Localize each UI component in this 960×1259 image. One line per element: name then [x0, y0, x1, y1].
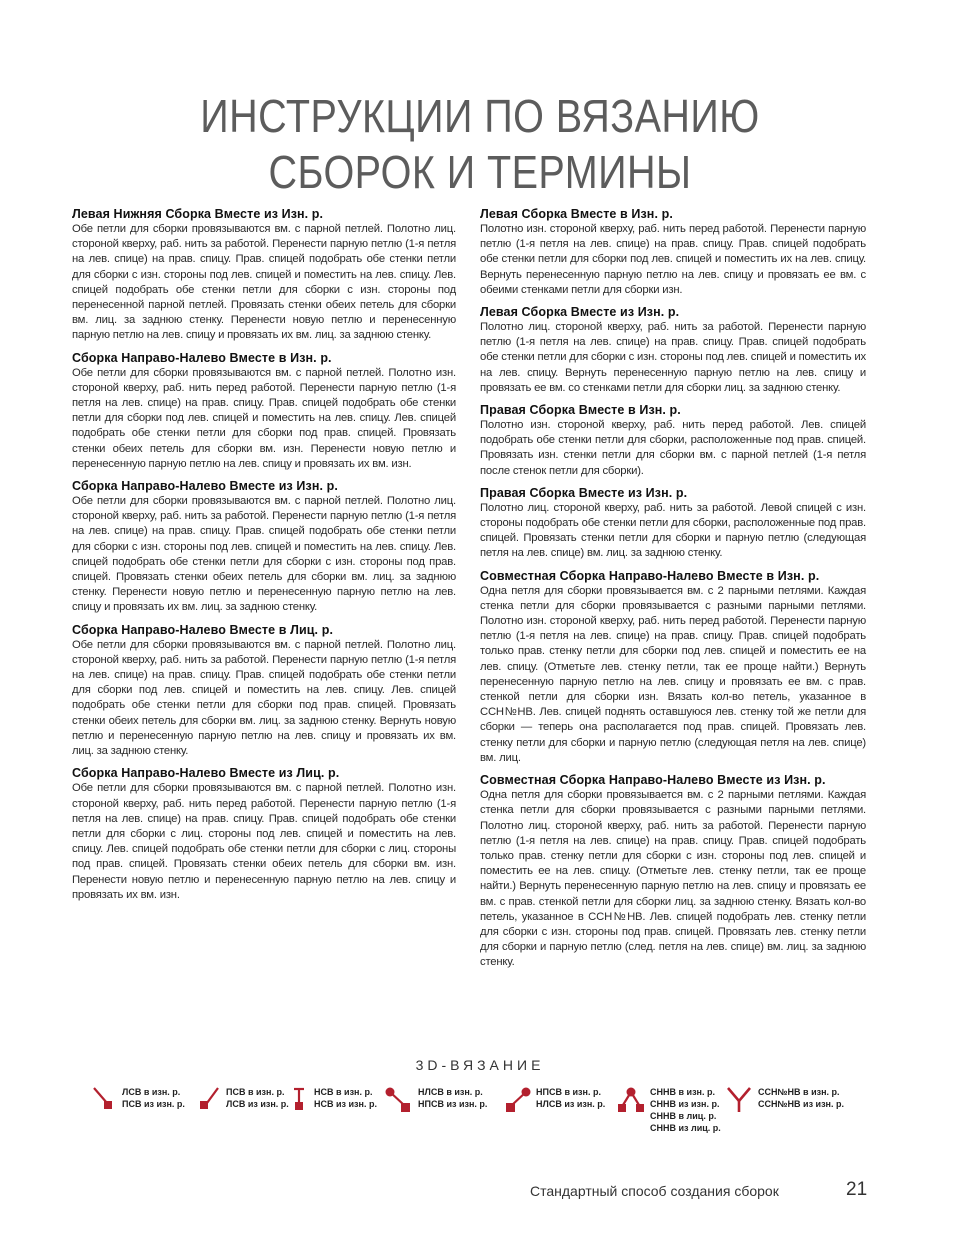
nlsv-symbol-icon — [384, 1086, 414, 1114]
legend-label: ПСВ из изн. р. — [122, 1099, 185, 1109]
legend-item — [724, 1086, 844, 1114]
section-heading: Правая Сборка Вместе из Изн. р. — [480, 485, 688, 500]
legend-item — [92, 1086, 185, 1112]
section-3d-heading: 3D-ВЯЗАНИЕ — [415, 1057, 545, 1073]
title-line-2: СБОРОК И ТЕРМИНЫ — [268, 146, 692, 198]
section-heading: Сборка Направо-Налево Вместе из Лиц. р. — [72, 766, 340, 781]
section-text: Обе петли для сборки провязываются вм. с парной петлей. Полотно лиц. стороной кверху, раб. нить за работой. Перенести парную петлю (1-я петля на лев. спице) на прав. спицу. Прав. спицей подобрать обе стенки петли для сборки с изн. стороны под лев. спицей и поместить на лев. спицу. Лев. спицей подобрать обе стенки петли для сборки с изн. стороны под прав. спицей. Провязать стенки обеих петель для сборки вм. лиц. за заднюю стенку. Перенести новую петлю и перенесенную парную петлю на лев. спицу и провязать их вм. лиц. за заднюю стенку. — [72, 495, 456, 614]
section-heading: Сборка Направо-Налево Вместе из Изн. р. — [72, 479, 338, 494]
legend-label: СННВ в изн. р. — [650, 1087, 715, 1097]
section-heading: Совместная Сборка Направо-Налево Вместе в Изн. р. — [480, 568, 820, 583]
instruction-section — [72, 622, 456, 760]
legend-label: НСВ в изн. р. — [314, 1087, 373, 1097]
ssnnv-symbol-icon — [724, 1086, 754, 1114]
legend-label: ЛСВ в изн. р. — [122, 1087, 181, 1097]
section-text: Одна петля для сборки провязывается вм. с 2 парными петлями. Каждая стенка петли для сборки провязывается с разными парными петлями. Полотно лиц. стороной кверху, раб. нить за работой. Перенести парную петлю (1-я петля на лев. спице) на прав. спицу. Прав. спицей подобрать только прав. стенку петли для сборки с изн. стороны под лев. спицей и поместить ее на лев. спицу. (Отметьте лев. стенку петли, так ее проще найти.) Вернуть перенесенную парную петлю на лев. спицу и провязать ее вм. с прав. стенкой петли для сборки лиц. за заднюю стенку. Вязать кол-во петель, указанное в ССН№НВ. Лев. спицей подобрать лев. стенку петли для сборки с изн. стороны под прав. спицей. Провязать лев. стенку петли для сборки и парную петлю (след. петля на лев. спице) вм. лиц. за заднюю стенку. — [480, 789, 866, 969]
section-text: Обе петли для сборки провязываются вм. с парной петлей. Полотно лиц. стороной кверху, раб. нить за работой. Перенести парную петлю (1-я петля на лев. спице) на прав. спицу. Прав. спицей подобрать обе стенки петли для сборки с изн. стороны под лев. спицей и поместить на лев. спицу. Лев. спицей подобрать обе стенки петли для сборки с изн. стороны под перенесенной парной петлей. Провязать стенки обеих петель для сборки вм. лиц. за заднюю стенку. Перенести новую петлю и перенесенную парную петлю на лев. спицу и провязать их вм. лиц. за заднюю стенку. — [72, 223, 456, 342]
instruction-section — [72, 206, 456, 344]
section-text: Обе петли для сборки провязываются вм. с парной петлей. Полотно изн. стороной кверху, раб. нить перед работой. Перенести парную петлю (1-я петля на лев. спице) на прав. спицу. Прав. спицей подобрать обе стенки петли для сборки под лев. спицей и поместить на лев. спицу. Лев. спицей подобрать обе стенки петли для сборки под прав. спицей. Провязать стенки обеих петель для сборки вм. изн. Перенести новую петлю и перенесенную парную петлю на лев. спицу и провязать их вм. изн. — [72, 366, 456, 470]
footer-caption: Стандартный способ создания сборок — [530, 1183, 779, 1199]
legend-item — [384, 1086, 487, 1114]
section-heading: Левая Нижняя Сборка Вместе из Изн. р. — [72, 207, 324, 221]
symbol-legend — [0, 1086, 960, 1146]
legend-label: СННВ из лиц. р. — [650, 1123, 721, 1133]
section-text: Полотно лиц. стороной кверху, раб. нить за работой. Перенести парную петлю (1-я петля на лев. спице) на прав. спицу. Прав. спицей подобрать обе стенки петли для сборки с изн. стороны под лев. спицей и поместить их на лев. спицу. Вернуть перенесенную парную петлю на лев. спицу и провязать ее вм. со стенками петли для сборки лиц. за заднюю стенку. — [480, 321, 866, 394]
instruction-section — [480, 206, 866, 298]
legend-label: СННВ в лиц. р. — [650, 1111, 717, 1121]
legend-label: НСВ из изн. р. — [314, 1099, 377, 1109]
page-number: 21 — [846, 1179, 868, 1200]
instruction-section — [72, 765, 456, 903]
section-text: Полотно лиц. стороной кверху, раб. нить за работой. Левой спицей с изн. стороны подобрать обе стенки петли для сборки, расположенные под прав. спицей. Провязать стенки петли для сборки и парную петлю (следующая петля на лев. спице) вм. лиц. за заднюю стенку. — [480, 501, 866, 560]
section-heading: Левая Сборка Вместе в Изн. р. — [480, 207, 673, 221]
legend-item — [616, 1086, 721, 1134]
instruction-section — [480, 772, 866, 970]
title-line-1: ИНСТРУКЦИИ ПО ВЯЗАНИЮ — [200, 90, 760, 142]
instruction-section — [72, 478, 456, 616]
legend-item — [288, 1086, 377, 1112]
legend-label: НПСВ из изн. р. — [418, 1099, 488, 1109]
section-text: Полотно изн. стороной кверху, раб. нить перед работой. Лев. спицей подобрать обе стенки петли для сборки, расположенные под прав. спицей. Провязать изн. стенки петли для сборки вм. с парной петлей (1-я петля после стенок петли для сборки). — [480, 419, 866, 477]
legend-label: СННВ из изн. р. — [650, 1099, 720, 1109]
npsv-symbol-icon — [502, 1086, 532, 1114]
section-heading: Совместная Сборка Направо-Налево Вместе из Изн. р. — [480, 773, 826, 788]
section-text: Обе петли для сборки провязываются вм. с парной петлей. Полотно изн. стороной кверху, раб. нить перед работой. Перенести парную петлю (1-я петля на лев. спице) на прав. спицу. Прав. спицей подобрать обе стенки петли для сборки с лиц. стороны под лев. спицей и поместить на лев. спицу. Лев. спицей подобрать обе стенки петли для сборки с лиц. стороны под прав. спицей. Провязать стенки обеих петель для сборки вм. изн. Перенести новую петлю и перенесенную парную петлю на лев. спицу и провязать их вм. изн. — [72, 782, 456, 901]
legend-label: ПСВ в изн. р. — [226, 1087, 285, 1097]
section-text: Одна петля для сборки провязывается вм. с 2 парными петлями. Каждая стенка петли для сборки провязывается с разными парными петлями. Полотно изн. стороной кверху, раб. нить перед работой. Перенести парную петлю (1-я петля на лев. спице) на прав. спицу. Прав. спицей подобрать только прав. стенку петли для сборки под лев. спицей и поместить ее на лев. спицу. (Отметьте лев. стенку петли, так ее проще найти.) Вернуть перенесенную парную петлю на лев. спицу и провязать ее вм. с прав. стенкой петли для сборки изн. Вязать кол-во петель, указанное в ССН№НВ. Лев. спицей поднять оставшуюся лев. стенку той же петли для сборки — теперь она располагается под прав. спицей. Провязать лев. стенку петли для сборки и парную петлю (следующая петля на лев. спице) вм. лиц. — [480, 584, 866, 764]
instruction-section — [480, 402, 866, 479]
left-column — [72, 206, 456, 909]
section-text: Обе петли для сборки провязываются вм. с парной петлей. Полотно лиц. стороной кверху, раб. нить за работой. Перенести парную петлю (1-я петля на лев. спице) на прав. спицу. Прав. спицей подобрать обе стенки петли для сборки под лев. спицей и поместить на лев. спицу. Лев. спицей подобрать обе стенки петли для сборки под прав. спицей. Провязать стенки обеих петель для сборки вм. лиц. за заднюю стенку. Вернуть новую петлю и перенесенную парную петлю на лев. спицу и провязать их вм. лиц. за заднюю стенку. — [72, 638, 456, 758]
legend-label: НЛСВ из изн. р. — [536, 1099, 606, 1109]
psv-symbol-icon — [196, 1086, 222, 1112]
legend-label: НПСВ в изн. р. — [536, 1087, 601, 1097]
instruction-section — [480, 568, 866, 766]
legend-label: ЛСВ из изн. р. — [226, 1099, 289, 1109]
snnv-symbol-icon — [616, 1086, 646, 1114]
instruction-section — [480, 485, 866, 562]
right-column — [480, 206, 866, 977]
instruction-section — [72, 350, 456, 472]
instruction-section — [480, 304, 866, 396]
legend-item — [196, 1086, 289, 1112]
nsv-symbol-icon — [288, 1086, 310, 1112]
legend-label: НЛСВ в изн. р. — [418, 1087, 483, 1097]
lsv-symbol-icon — [92, 1086, 118, 1112]
section-heading: Сборка Направо-Налево Вместе в Изн. р. — [72, 350, 332, 365]
legend-label: ССН№НВ в изн. р. — [758, 1087, 840, 1097]
legend-label: ССН№НВ из изн. р. — [758, 1099, 844, 1109]
section-heading: Сборка Направо-Налево Вместе в Лиц. р. — [72, 622, 334, 637]
section-heading: Левая Сборка Вместе из Изн. р. — [480, 305, 680, 320]
section-text: Полотно изн. стороной кверху, раб. нить перед работой. Перенести парную петлю (1-я петля на лев. спице) на прав. спицу. Прав. спицей подобрать обе стенки петли для сборки под лев. спицей и поместить их на лев. спицу. Вернуть перенесенную парную петлю на лев. спицу и провязать ее вм. с обеими стенками петли для сборки изн. — [480, 223, 866, 296]
page-title — [67, 88, 893, 200]
legend-item — [502, 1086, 605, 1114]
section-heading: Правая Сборка Вместе в Изн. р. — [480, 403, 681, 418]
